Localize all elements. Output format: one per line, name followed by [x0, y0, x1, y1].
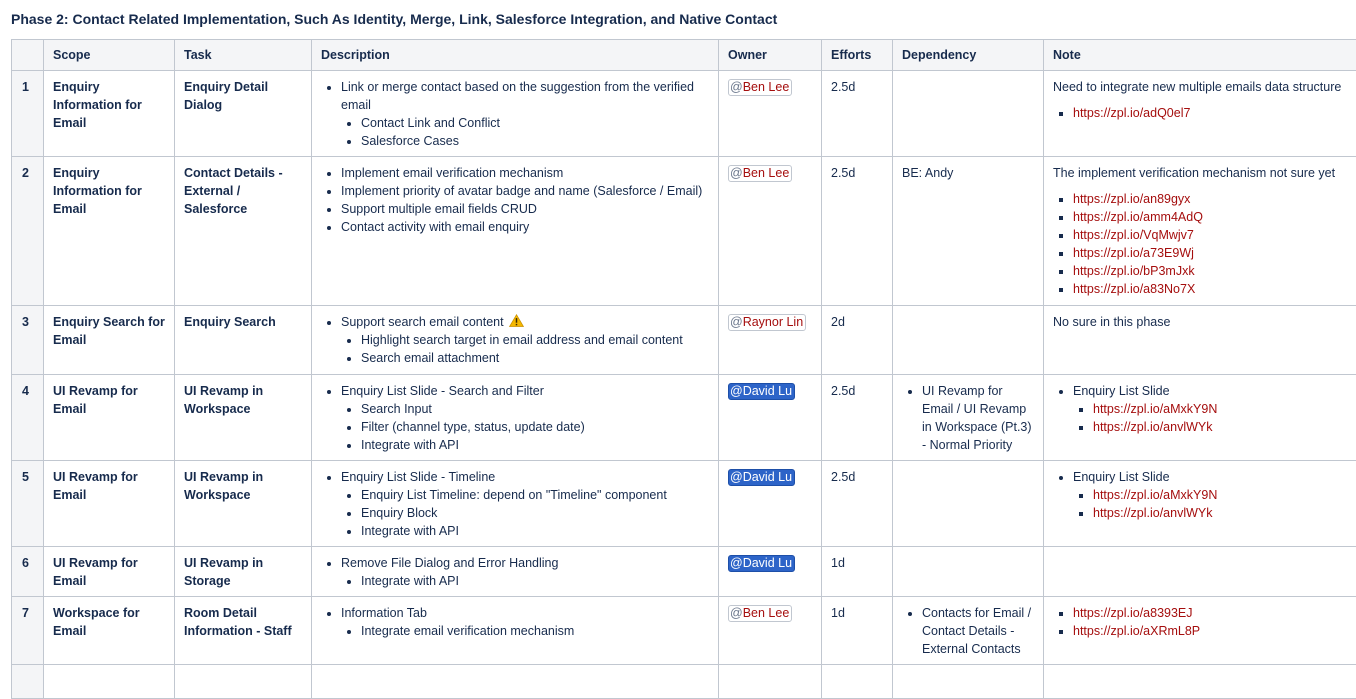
- row-number: 4: [12, 375, 44, 461]
- owner-cell: [719, 547, 822, 597]
- note-link[interactable]: https://zpl.io/aMxkY9N: [1093, 488, 1217, 502]
- description-subitem: • Integrate with API: [361, 436, 709, 454]
- note-cell: [1044, 306, 1356, 375]
- warning-icon: [509, 314, 524, 327]
- row-number: 7: [12, 597, 44, 665]
- table-row: [12, 375, 1356, 461]
- task-cell: Enquiry Search: [175, 306, 312, 375]
- description-subitem: • Contact Link and Conflict: [361, 114, 709, 132]
- column-header-num: [12, 40, 44, 71]
- description-list: [321, 78, 709, 150]
- column-header-efforts[interactable]: Efforts: [822, 40, 893, 71]
- note-cell: [1044, 461, 1356, 547]
- row-number: 1: [12, 71, 44, 157]
- description-cell: [312, 306, 719, 375]
- note-links: [1053, 104, 1348, 122]
- description-cell: [312, 157, 719, 306]
- description-cell: [312, 71, 719, 157]
- note-cell: [1044, 547, 1356, 597]
- description-list: [321, 554, 709, 590]
- dependency-item: • UI Revamp for Email / UI Revamp in Workspace (Pt.3) - Normal Priority: [922, 382, 1034, 454]
- note-links: [1053, 190, 1348, 298]
- note-link[interactable]: https://zpl.io/aXRmL8P: [1073, 624, 1200, 638]
- efforts-cell: 2.5d: [822, 71, 893, 157]
- description-list: [321, 164, 709, 236]
- scope-cell: UI Revamp for Email: [44, 375, 175, 461]
- note-link[interactable]: https://zpl.io/anvlWYk: [1093, 420, 1213, 434]
- scope-cell: Enquiry Information for Email: [44, 157, 175, 306]
- description-item: • Support search email content • Highlight search target in email address and email content • Search email attachment: [341, 313, 709, 367]
- efforts-cell: 2.5d: [822, 157, 893, 306]
- scope-cell: Workspace for Email: [44, 597, 175, 665]
- note-link[interactable]: https://zpl.io/adQ0el7: [1073, 106, 1190, 120]
- note-cell: [1044, 71, 1356, 157]
- description-subitem: • Salesforce Cases: [361, 132, 709, 150]
- owner-cell: [719, 375, 822, 461]
- description-item: • Information Tab • Integrate email verification mechanism: [341, 604, 709, 640]
- description-item: • Link or merge contact based on the suggestion from the verified email • Contact Link and Conflict • Salesforce Cases: [341, 78, 709, 150]
- description-cell: [312, 375, 719, 461]
- efforts-cell: 1d: [822, 547, 893, 597]
- dependency-cell: BE: Andy: [893, 157, 1044, 306]
- owner-mention[interactable]: @Raynor Lin: [728, 314, 806, 331]
- owner-mention[interactable]: @Ben Lee: [728, 165, 792, 182]
- note-cell: [1044, 597, 1356, 665]
- description-item: • Implement email verification mechanism: [341, 164, 709, 182]
- table-row: [12, 665, 1356, 699]
- column-header-owner[interactable]: Owner: [719, 40, 822, 71]
- table-header-row: [12, 40, 1356, 71]
- note-link[interactable]: https://zpl.io/a73E9Wj: [1073, 246, 1194, 260]
- description-subitem: • Integrate email verification mechanism: [361, 622, 709, 640]
- description-subitem: • Search Input: [361, 400, 709, 418]
- description-cell: [312, 597, 719, 665]
- owner-mention[interactable]: @David Lu: [728, 469, 795, 486]
- description-cell: [312, 461, 719, 547]
- page-title: Phase 2: Contact Related Implementation, Such As Identity, Merge, Link, Salesforce Integration, and Native Contact: [11, 10, 777, 28]
- note-link[interactable]: https://zpl.io/bP3mJxk: [1073, 264, 1195, 278]
- task-cell: UI Revamp in Workspace: [175, 461, 312, 547]
- row-number: 3: [12, 306, 44, 375]
- note-item: Enquiry List Slide: [1073, 384, 1170, 398]
- owner-mention[interactable]: @David Lu: [728, 383, 795, 400]
- table-row: [12, 71, 1356, 157]
- note-list: [1053, 468, 1348, 522]
- description-subitem: • Search email attachment: [361, 349, 709, 367]
- note-link[interactable]: https://zpl.io/a8393EJ: [1073, 606, 1193, 620]
- owner-mention[interactable]: @Ben Lee: [728, 605, 792, 622]
- column-header-scope[interactable]: Scope: [44, 40, 175, 71]
- column-header-note[interactable]: Note: [1044, 40, 1356, 71]
- efforts-cell: 2.5d: [822, 375, 893, 461]
- dependency-list: [902, 604, 1034, 658]
- table-row: [12, 547, 1356, 597]
- scope-cell: Enquiry Information for Email: [44, 71, 175, 157]
- description-subitem: • Integrate with API: [361, 572, 709, 590]
- row-number: 2: [12, 157, 44, 306]
- note-text: Need to integrate new multiple emails data structure: [1053, 78, 1348, 96]
- dependency-cell: [893, 597, 1044, 665]
- table-row: [12, 597, 1356, 665]
- description-item: • Implement priority of avatar badge and name (Salesforce / Email): [341, 182, 709, 200]
- description-list: [321, 382, 709, 454]
- description-subitem: • Filter (channel type, status, update date): [361, 418, 709, 436]
- dependency-cell: [893, 375, 1044, 461]
- note-list: [1053, 382, 1348, 436]
- task-cell: Room Detail Information - Staff: [175, 597, 312, 665]
- table-row: [12, 306, 1356, 375]
- dependency-item: • Contacts for Email / Contact Details - External Contacts: [922, 604, 1034, 658]
- owner-cell: [719, 306, 822, 375]
- note-links: [1073, 486, 1348, 522]
- note-link[interactable]: https://zpl.io/aMxkY9N: [1093, 402, 1217, 416]
- efforts-cell: 2.5d: [822, 461, 893, 547]
- description-subitem: • Enquiry Block: [361, 504, 709, 522]
- owner-mention[interactable]: @David Lu: [728, 555, 795, 572]
- description-item: • Contact activity with email enquiry: [341, 218, 709, 236]
- note-links: [1073, 400, 1348, 436]
- column-header-description[interactable]: Description: [312, 40, 719, 71]
- description-cell: [312, 547, 719, 597]
- dependency-cell: [893, 306, 1044, 375]
- column-header-dependency[interactable]: Dependency: [893, 40, 1044, 71]
- description-item: • Enquiry List Slide - Search and Filter • Search Input • Filter (channel type, status, update date) • Integrate with API: [341, 382, 709, 454]
- table-row: [12, 461, 1356, 547]
- note-text: The implement verification mechanism not sure yet: [1053, 164, 1348, 182]
- task-cell: Enquiry Detail Dialog: [175, 71, 312, 157]
- table-row: [12, 157, 1356, 306]
- description-list: [321, 313, 709, 367]
- note-text: No sure in this phase: [1053, 313, 1348, 331]
- note-link[interactable]: https://zpl.io/amm4AdQ: [1073, 210, 1203, 224]
- note-cell: [1044, 375, 1356, 461]
- row-number: 6: [12, 547, 44, 597]
- description-item: • Support multiple email fields CRUD: [341, 200, 709, 218]
- scope-cell: UI Revamp for Email: [44, 547, 175, 597]
- description-subitem: • Enquiry List Timeline: depend on "Timeline" component: [361, 486, 709, 504]
- task-cell: UI Revamp in Workspace: [175, 375, 312, 461]
- efforts-cell: 1d: [822, 597, 893, 665]
- task-table: [11, 39, 1356, 699]
- description-item: • Enquiry List Slide - Timeline • Enquiry List Timeline: depend on "Timeline" component • Enquiry Block • Integrate with API: [341, 468, 709, 540]
- scope-cell: Enquiry Search for Email: [44, 306, 175, 375]
- note-link[interactable]: https://zpl.io/a83No7X: [1073, 282, 1195, 296]
- note-link[interactable]: https://zpl.io/anvlWYk: [1093, 506, 1213, 520]
- task-cell: UI Revamp in Storage: [175, 547, 312, 597]
- column-header-task[interactable]: Task: [175, 40, 312, 71]
- owner-cell: [719, 71, 822, 157]
- description-list: [321, 604, 709, 640]
- owner-cell: [719, 461, 822, 547]
- owner-cell: [719, 157, 822, 306]
- description-list: [321, 468, 709, 540]
- scope-cell: UI Revamp for Email: [44, 461, 175, 547]
- note-links: [1053, 604, 1348, 640]
- note-cell: [1044, 157, 1356, 306]
- dependency-list: [902, 382, 1034, 454]
- task-cell: Contact Details - External / Salesforce: [175, 157, 312, 306]
- dependency-cell: [893, 547, 1044, 597]
- description-item: • Remove File Dialog and Error Handling • Integrate with API: [341, 554, 709, 590]
- dependency-cell: [893, 461, 1044, 547]
- description-subitem: • Highlight search target in email address and email content: [361, 331, 709, 349]
- efforts-cell: 2d: [822, 306, 893, 375]
- note-link[interactable]: https://zpl.io/VqMwjv7: [1073, 228, 1194, 242]
- owner-mention[interactable]: @Ben Lee: [728, 79, 792, 96]
- row-number: 5: [12, 461, 44, 547]
- note-item: Enquiry List Slide: [1073, 470, 1170, 484]
- note-link[interactable]: https://zpl.io/an89gyx: [1073, 192, 1190, 206]
- owner-cell: [719, 597, 822, 665]
- description-subitem: • Integrate with API: [361, 522, 709, 540]
- dependency-cell: [893, 71, 1044, 157]
